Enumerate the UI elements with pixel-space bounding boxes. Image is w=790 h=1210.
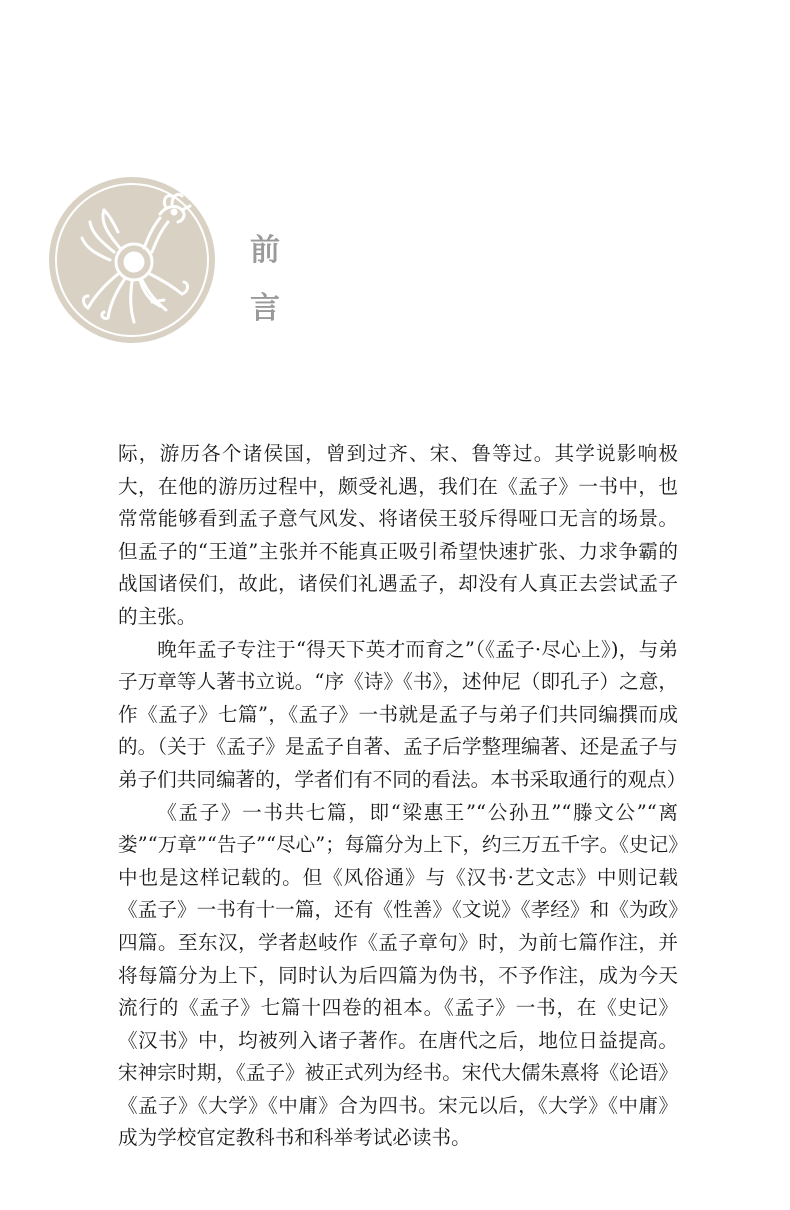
phoenix-seal-icon — [48, 176, 216, 344]
paragraph: 晚年孟子专注于“得天下英才而育之”（《孟子·尽心上》)，与弟子万章等人著书立说。“序《诗》《书》，述仲尼（即孔子）之意，作《孟子》七篇”，《孟子》一书就是孟子与弟子们共同编撰而成的。（关于《孟子》是孟子自著、孟子后学整理编著、还是孟子与弟子们共同编著的，学者们有不同的看法。本书采取通行的观点） — [118, 637, 687, 791]
body-text — [118, 438, 687, 1155]
paragraph: 《孟子》一书共七篇，即“梁惠王”“公孙丑”“滕文公”“离娄”“万章”“告子”“尽心”；每篇分为上下，约三万五千字。《史记》中也是这样记载的。但《风俗通》与《汉书·艺文志》中则记载《孟子》一书有十一篇，还有《性善》《文说》《孝经》和《为政》四篇。至东汉，学者赵岐作《孟子章句》时，为前七篇作注，并将每篇分为上下，同时认为后四篇为伪书，不予作注，成为今天流行的《孟子》七篇十四卷的祖本。《孟子》一书，在《史记》《汉书》中，均被列入诸子著作。在唐代之后，地位日益提高。宋神宗时期，《孟子》被正式列为经书。宋代大儒朱熹将《论语》《孟子》《大学》《中庸》合为四书。宋元以后，《大学》《中庸》成为学校官定教科书和科举考试必读书。 — [118, 800, 678, 1150]
chapter-title-char-2: 言 — [250, 291, 280, 326]
paragraph: 际，游历各个诸侯国，曾到过齐、宋、鲁等过。其学说影响极大，在他的游历过程中，颇受礼遇，我们在《孟子》一书中，也常常能够看到孟子意气风发、将诸侯王驳斥得哑口无言的场景。但孟子的“王道”主张并不能真正吸引希望快速扩张、力求争霸的战国诸侯们，故此，诸侯们礼遇孟子，却没有人真正去尝试孟子的主张。 — [118, 442, 678, 628]
chapter-title — [250, 222, 290, 338]
chapter-title-char-1: 前 — [250, 233, 280, 268]
